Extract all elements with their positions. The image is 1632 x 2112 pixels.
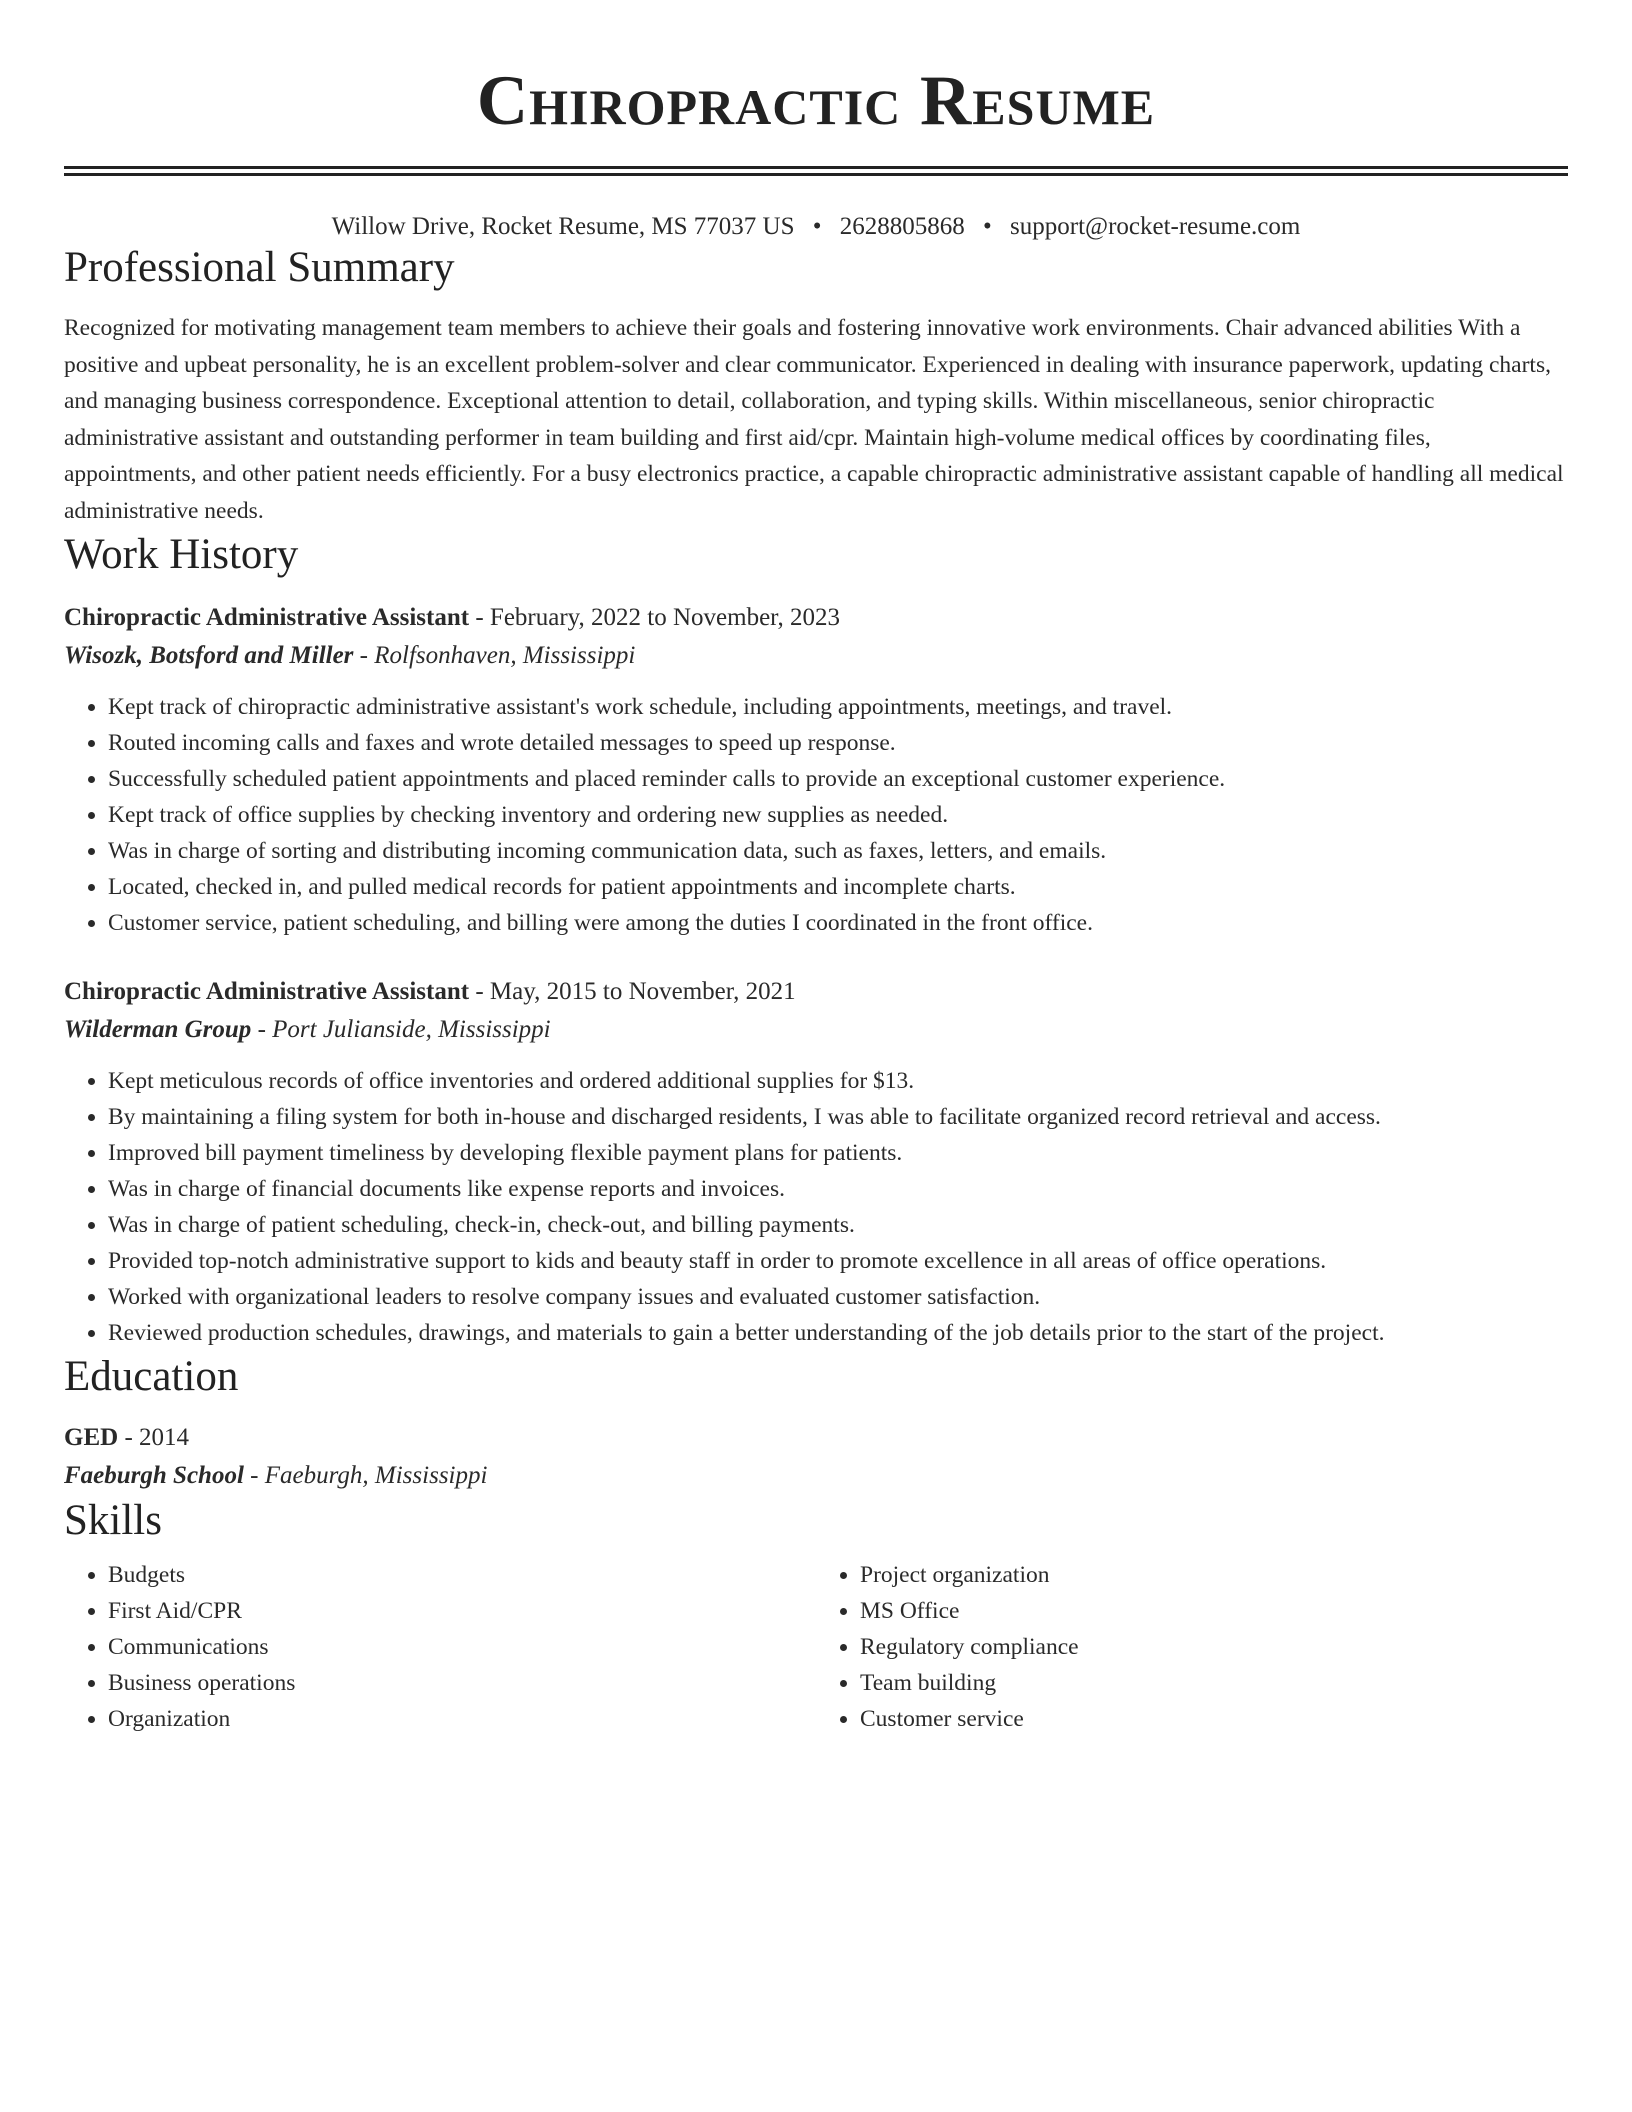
contact-phone: 2628805868: [839, 213, 965, 240]
contact-separator: •: [812, 213, 822, 240]
education-heading: Education: [64, 1353, 239, 1400]
list-item: • Was in charge of sorting and distributing incoming communication data, such as faxes, letters, and emails.: [108, 833, 1568, 869]
contact-separator: •: [983, 213, 992, 240]
job-duties-list: [64, 689, 1568, 941]
job-title: Chiropractic Administrative Assistant: [64, 604, 470, 631]
list-item: • Provided top-notch administrative support to kids and beauty staff in order to promote excellence in all areas of office operations.: [108, 1243, 1568, 1279]
skill-item: • First Aid/CPR: [108, 1593, 816, 1629]
job-location: - Rolfsonhaven, Mississippi: [353, 642, 636, 669]
contact-address: Willow Drive, Rocket Resume, MS 77037 US: [331, 213, 795, 240]
contact-email: support@rocket-resume.com: [1010, 213, 1301, 240]
skills-heading: Skills: [64, 1497, 162, 1544]
list-item: • Was in charge of financial documents like expense reports and invoices.: [108, 1171, 1568, 1207]
contact-line: [64, 212, 1568, 242]
skills-columns: [64, 1557, 1568, 1737]
degree-year: - 2014: [118, 1424, 190, 1451]
list-item: • Worked with organizational leaders to resolve company issues and evaluated customer satisfaction.: [108, 1279, 1568, 1315]
job-location: - Port Julianside, Mississippi: [251, 1016, 551, 1043]
job-dates: - February, 2022 to November, 2023: [469, 604, 841, 631]
school-name: Faeburgh School: [64, 1462, 244, 1489]
list-item: • Kept meticulous records of office inventories and ordered additional supplies for $13.: [108, 1063, 1568, 1099]
list-item: • Located, checked in, and pulled medical records for patient appointments and incomplete charts.: [108, 869, 1568, 905]
job-title-line: [64, 973, 1568, 1011]
list-item: • By maintaining a filing system for both in-house and discharged residents, I was able to facilitate organized record retrieval and access.: [108, 1099, 1568, 1135]
skill-item: • Regulatory compliance: [860, 1629, 1568, 1665]
job-title: Chiropractic Administrative Assistant: [64, 978, 470, 1005]
job-duties-list: [64, 1063, 1568, 1351]
job-dates: - May, 2015 to November, 2021: [469, 978, 796, 1005]
job-entry: [64, 973, 1568, 1351]
job-company-line: [64, 637, 1568, 675]
degree-line: [64, 1419, 1568, 1457]
school-line: [64, 1457, 1568, 1495]
skill-item: • Customer service: [860, 1701, 1568, 1737]
skill-item: • Project organization: [860, 1557, 1568, 1593]
skills-list-left: [64, 1557, 816, 1737]
skill-item: • Organization: [108, 1701, 816, 1737]
list-item: • Customer service, patient scheduling, and billing were among the duties I coordinated in the front office.: [108, 905, 1568, 941]
skills-list-right: [816, 1557, 1568, 1737]
skill-item: • MS Office: [860, 1593, 1568, 1629]
resume-title: Chiropractic Resume: [476, 62, 1156, 140]
list-item: • Reviewed production schedules, drawings, and materials to gain a better understanding of the job details prior to the start of the project.: [108, 1315, 1568, 1351]
list-item: • Kept track of office supplies by checking inventory and ordering new supplies as needed.: [108, 797, 1568, 833]
education-entry: [64, 1419, 1568, 1495]
job-entry: [64, 599, 1568, 941]
title-divider: [64, 166, 1568, 176]
summary-text: Recognized for motivating management team members to achieve their goals and fostering innovative work environments. Chair advanced abilities With a positive and upbeat personality, he is an excellent problem-solver and clear communicator. Experienced in dealing with insurance paperwork, updating charts, and managing business correspondence. Exceptional attention to detail, collaboration, and typing skills. Within miscellaneous, senior chiropractic administrative assistant and outstanding performer in team building and first aid/cpr. Maintain high-volume medical offices by coordinating files, appointments, and other patient needs efficiently. For a busy electronics practice, a capable chiropractic administrative assistant capable of handling all medical administrative needs.: [64, 315, 1564, 524]
list-item: • Routed incoming calls and faxes and wrote detailed messages to speed up response.: [108, 725, 1568, 761]
list-item: • Improved bill payment timeliness by developing flexible payment plans for patients.: [108, 1135, 1568, 1171]
list-item: • Successfully scheduled patient appointments and placed reminder calls to provide an exceptional customer experience.: [108, 761, 1568, 797]
list-item: • Kept track of chiropractic administrative assistant's work schedule, including appointments, meetings, and travel.: [108, 689, 1568, 725]
school-location: - Faeburgh, Mississippi: [243, 1462, 488, 1489]
job-company: Wisozk, Botsford and Miller: [64, 642, 354, 669]
skill-item: • Communications: [108, 1629, 816, 1665]
list-item: • Was in charge of patient scheduling, check-in, check-out, and billing payments.: [108, 1207, 1568, 1243]
work-history-heading: Work History: [64, 531, 299, 578]
skill-item: • Business operations: [108, 1665, 816, 1701]
job-title-line: [64, 599, 1568, 637]
skill-item: • Team building: [860, 1665, 1568, 1701]
job-company: Wilderman Group: [64, 1016, 252, 1043]
job-company-line: [64, 1011, 1568, 1049]
summary-heading: Professional Summary: [64, 244, 455, 291]
skill-item: • Budgets: [108, 1557, 816, 1593]
degree: GED: [64, 1424, 119, 1451]
